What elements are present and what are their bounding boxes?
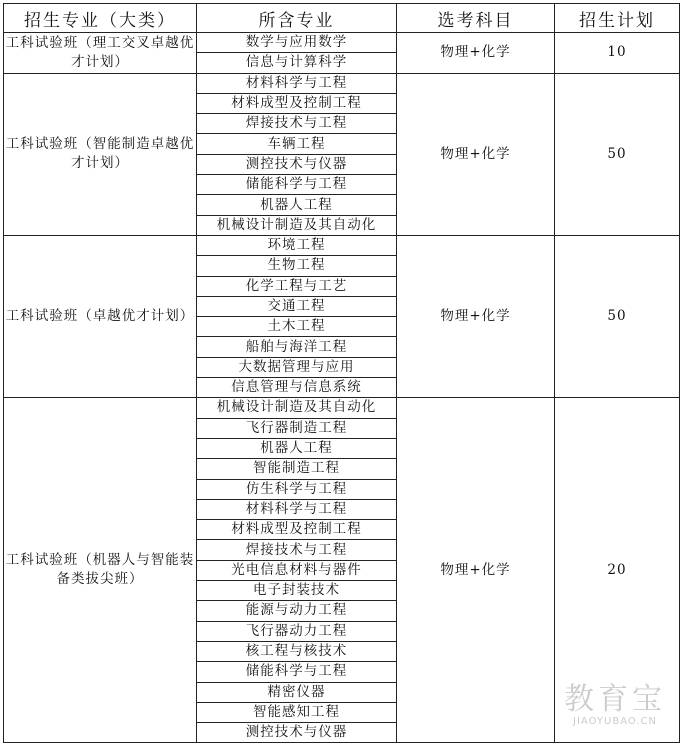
major-cell: 材料成型及控制工程 <box>197 520 397 540</box>
major-cell: 电子封装技术 <box>197 581 397 601</box>
plan-cell: 50 <box>555 235 680 397</box>
major-cell: 信息与计算科学 <box>197 53 397 73</box>
subjects-cell: 物理+化学 <box>397 33 555 74</box>
subjects-cell: 物理+化学 <box>397 73 555 235</box>
header-subjects: 选考科目 <box>397 4 555 33</box>
major-cell: 储能科学与工程 <box>197 662 397 682</box>
category-cell: 工科试验班（理工交叉卓越优才计划） <box>4 33 197 74</box>
admissions-table <box>3 3 680 743</box>
watermark-url: JIAOYUBAO.CN <box>573 716 657 727</box>
major-cell: 材料成型及控制工程 <box>197 93 397 113</box>
category-cell: 工科试验班（机器人与智能装备类拔尖班） <box>4 398 197 743</box>
major-cell: 机械设计制造及其自动化 <box>197 398 397 418</box>
major-cell: 能源与动力工程 <box>197 601 397 621</box>
major-cell: 飞行器制造工程 <box>197 418 397 438</box>
major-cell: 交通工程 <box>197 296 397 316</box>
table-row <box>4 73 680 93</box>
subjects-cell: 物理+化学 <box>397 235 555 397</box>
major-cell: 信息管理与信息系统 <box>197 378 397 398</box>
table-row <box>4 235 680 255</box>
major-cell: 船舶与海洋工程 <box>197 337 397 357</box>
major-cell: 焊接技术与工程 <box>197 114 397 134</box>
major-cell: 机械设计制造及其自动化 <box>197 215 397 235</box>
header-majors: 所含专业 <box>197 4 397 33</box>
major-cell: 化学工程与工艺 <box>197 276 397 296</box>
major-cell: 材料科学与工程 <box>197 499 397 519</box>
plan-cell: 50 <box>555 73 680 235</box>
major-cell: 飞行器动力工程 <box>197 621 397 641</box>
major-cell: 焊接技术与工程 <box>197 540 397 560</box>
major-cell: 仿生科学与工程 <box>197 479 397 499</box>
category-cell: 工科试验班（卓越优才计划） <box>4 235 197 397</box>
header-row <box>4 4 680 33</box>
major-cell: 土木工程 <box>197 317 397 337</box>
major-cell: 光电信息材料与器件 <box>197 560 397 580</box>
major-cell: 机器人工程 <box>197 195 397 215</box>
major-cell: 大数据管理与应用 <box>197 357 397 377</box>
major-cell: 数学与应用数学 <box>197 33 397 53</box>
major-cell: 核工程与核技术 <box>197 641 397 661</box>
watermark-logo <box>564 684 666 727</box>
major-cell: 生物工程 <box>197 256 397 276</box>
subjects-cell: 物理+化学 <box>397 398 555 743</box>
major-cell: 智能感知工程 <box>197 702 397 722</box>
header-category: 招生专业（大类） <box>4 4 197 33</box>
header-plan: 招生计划 <box>555 4 680 33</box>
major-cell: 测控技术与仪器 <box>197 723 397 743</box>
major-cell: 环境工程 <box>197 235 397 255</box>
plan-cell: 20 <box>555 398 680 743</box>
major-cell: 测控技术与仪器 <box>197 154 397 174</box>
table-row <box>4 33 680 53</box>
major-cell: 材料科学与工程 <box>197 73 397 93</box>
table-header <box>4 4 680 33</box>
major-cell: 智能制造工程 <box>197 459 397 479</box>
major-cell: 精密仪器 <box>197 682 397 702</box>
watermark-text: 教育宝 <box>564 682 666 717</box>
table-row <box>4 398 680 418</box>
table-body <box>4 33 680 743</box>
plan-cell: 10 <box>555 33 680 74</box>
major-cell: 机器人工程 <box>197 438 397 458</box>
category-cell: 工科试验班（智能制造卓越优才计划） <box>4 73 197 235</box>
major-cell: 储能科学与工程 <box>197 175 397 195</box>
major-cell: 车辆工程 <box>197 134 397 154</box>
